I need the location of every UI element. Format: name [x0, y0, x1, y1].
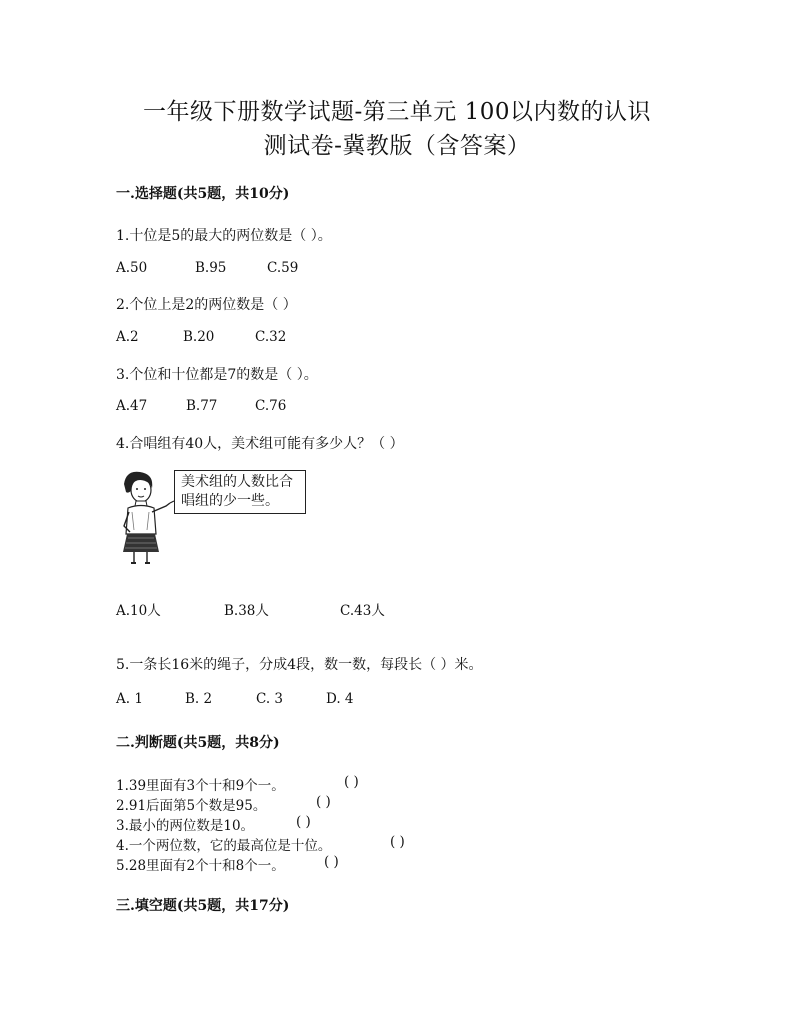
option-b: B.38人 — [224, 603, 269, 619]
option-c: C.43人 — [340, 603, 385, 619]
question-3: 3.个位和十位都是7的数是（ ）。 — [116, 367, 318, 383]
option-b: B. 2 — [185, 691, 213, 707]
judgment-item-2 — [116, 794, 331, 814]
option-c: C. 3 — [256, 691, 284, 707]
question-3-options — [116, 398, 716, 416]
teacher-figure-icon — [116, 470, 176, 565]
option-c: C.32 — [255, 329, 287, 345]
judgment-text: 3.最小的两位数是10。 — [116, 818, 255, 834]
section-heading-choice: 一.选择题(共5题，共10分) — [116, 186, 290, 202]
option-a: A.2 — [116, 329, 139, 345]
question-2: 2.个位上是2的两位数是（ ） — [116, 297, 297, 313]
judgment-item-5 — [116, 854, 339, 874]
question-4-options — [116, 599, 716, 617]
option-b: B.77 — [186, 398, 218, 414]
answer-parentheses: ( ) — [324, 854, 339, 870]
judgment-text: 2.91后面第5个数是95。 — [116, 798, 267, 814]
option-b: B.95 — [195, 260, 227, 276]
question-1: 1.十位是5的最大的两位数是（ ）。 — [116, 228, 332, 244]
judgment-text: 5.28里面有2个十和8个一。 — [116, 858, 285, 874]
option-c: C.59 — [267, 260, 299, 276]
option-b: B.20 — [183, 329, 215, 345]
document-title-line1: 一年级下册数学试题-第三单元 100以内数的认识 — [143, 99, 651, 125]
option-a: A.50 — [116, 260, 148, 276]
question-5-options — [116, 691, 716, 709]
judgment-text: 1.39里面有3个十和9个一。 — [116, 778, 285, 794]
judgment-item-3 — [116, 814, 311, 834]
judgment-item-1 — [116, 774, 359, 794]
option-a: A.10人 — [116, 603, 161, 619]
option-d: D. 4 — [326, 691, 354, 707]
answer-parentheses: ( ) — [296, 814, 311, 830]
answer-parentheses: ( ) — [390, 834, 405, 850]
document-title-line2: 测试卷-冀教版（含答案） — [263, 133, 531, 159]
option-c: C.76 — [255, 398, 287, 414]
answer-parentheses: ( ) — [316, 794, 331, 810]
speech-bubble: 美术组的人数比合唱组的少一些。 — [174, 470, 306, 514]
option-a: A.47 — [116, 398, 148, 414]
question-2-options — [116, 329, 716, 347]
section-heading-true-false: 二.判断题(共5题，共8分) — [116, 735, 280, 751]
question-1-options — [116, 260, 716, 278]
question-5: 5.一条长16米的绳子，分成4段，数一数，每段长（ ）米。 — [116, 657, 483, 673]
option-a: A. 1 — [116, 691, 143, 707]
judgment-text: 4.一个两位数，它的最高位是十位。 — [116, 838, 332, 854]
question-4: 4.合唱组有40人，美术组可能有多少人？（ ） — [116, 436, 404, 452]
teacher-illustration — [116, 470, 316, 565]
judgment-item-4 — [116, 834, 405, 854]
answer-parentheses: ( ) — [344, 774, 359, 790]
section-heading-fill-blank: 三.填空题(共5题，共17分) — [116, 898, 290, 914]
